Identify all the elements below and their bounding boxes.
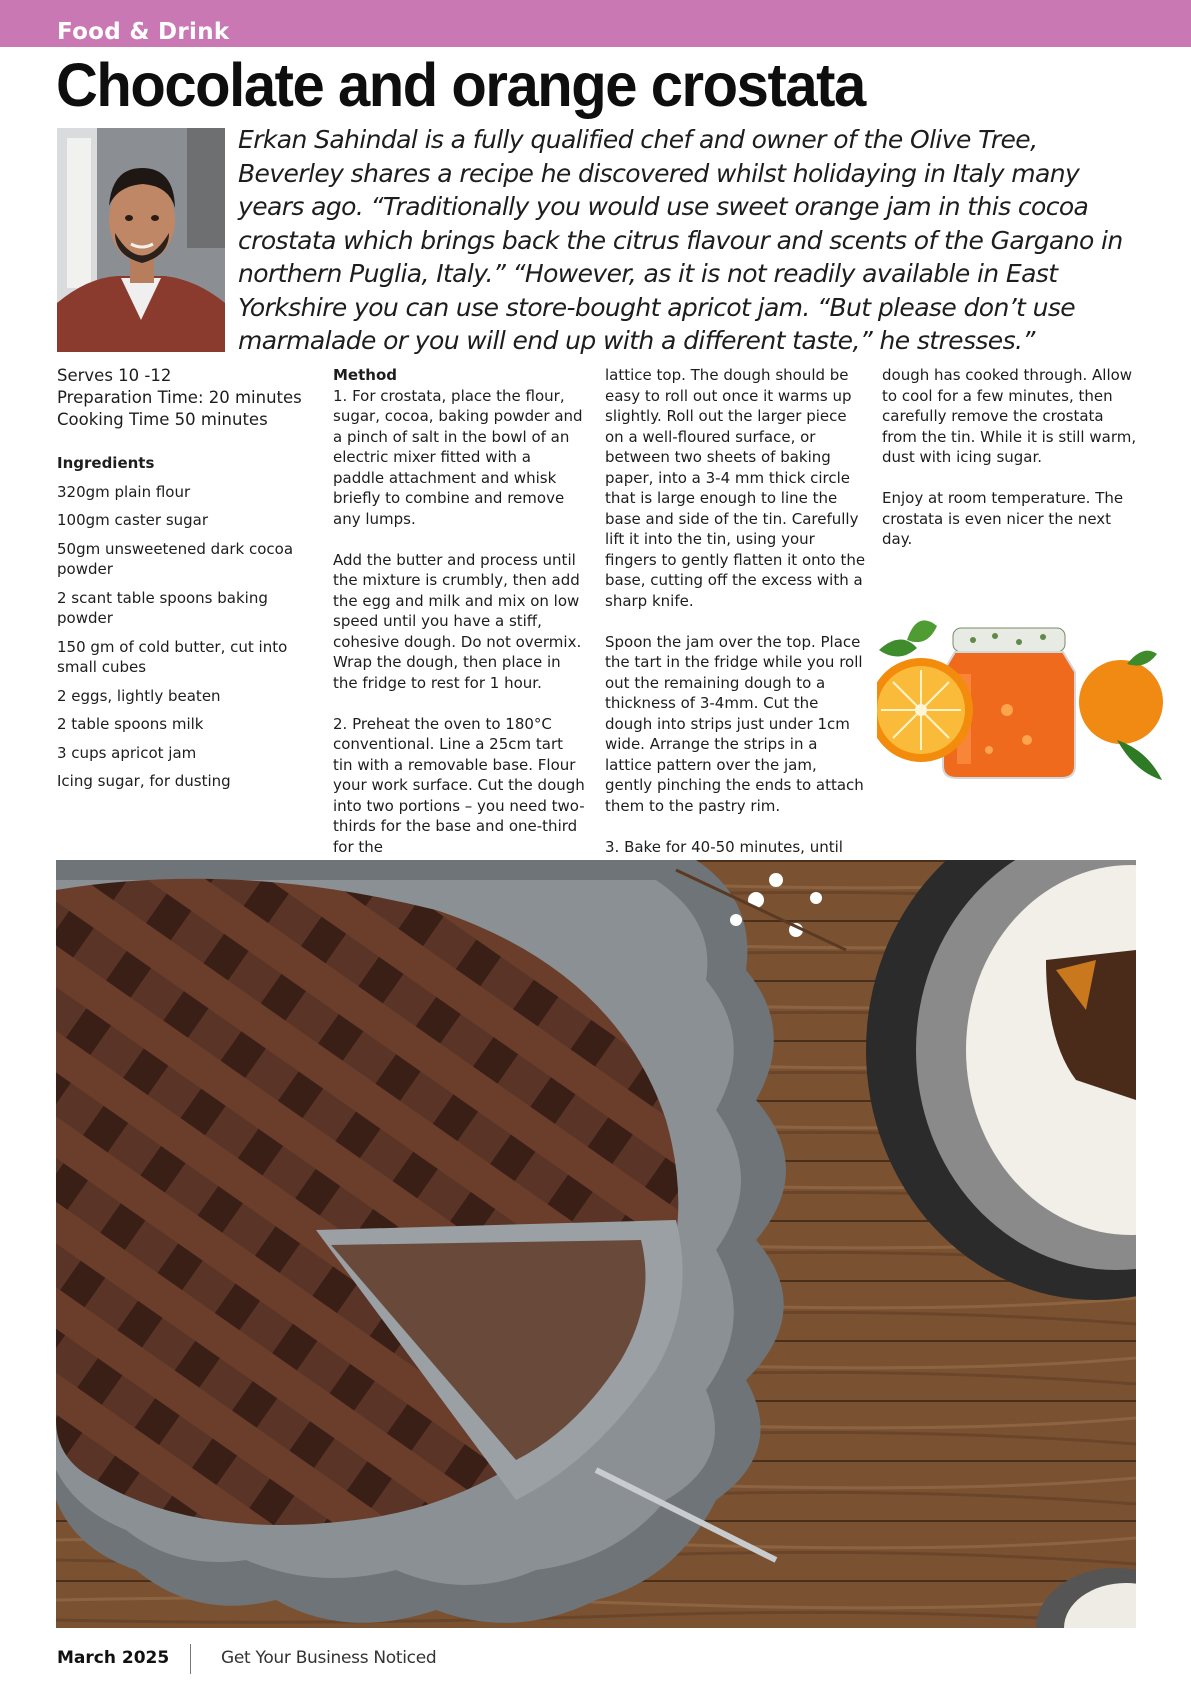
method-step: Add the butter and process until the mixture is crumbly, then add the egg and milk and mix on low speed until you have a stiff, cohesive dough. Do not overmix. Wrap the dough, then place in the fridge to rest for 1 hour. (333, 550, 582, 692)
ingredient-item: 50gm unsweetened dark cocoa powder (57, 539, 294, 578)
method-column-3 (882, 365, 1142, 570)
footer-date: March 2025 (57, 1648, 170, 1668)
prep-time-text: Preparation Time: 20 minutes (57, 388, 302, 407)
ingredients-column (57, 365, 315, 800)
jam-jar-image (877, 590, 1167, 790)
ingredient-item: 150 gm of cold butter, cut into small cubes (57, 637, 288, 676)
section-label: Food & Drink (57, 19, 230, 45)
method-step: lattice top. The dough should be easy to roll out once it warms up slightly. Roll out the larger piece on a well-floured surface, or between two sheets of baking paper, into a 3-4 mm thick circle that is large enough to line the base and side of the tin. Carefully lift it into the tin, using your fingers to gently flatten it onto the base, cutting off the excess with a sharp knife. (605, 366, 866, 610)
method-heading: Method (333, 366, 397, 384)
ingredient-item: 2 table spoons milk (57, 715, 204, 733)
method-step: 2. Preheat the oven to 180°C conventional. Line a 25cm tart tin with a removable base. Flour your work surface. Cut the dough into two portions – you need two-thirds for the base and one-third for the (333, 714, 585, 856)
article-title: Chocolate and orange crostata (56, 51, 865, 119)
method-step: Spoon the jam over the top. Place the tart in the fridge while you roll out the remaining dough to a thickness of 3-4mm. Cut the dough into strips just under 1cm wide. Arrange the strips in a lattice pattern over the jam, gently pinching the ends to attach them to the pastry rim. (605, 632, 864, 815)
ingredient-item: 2 scant table spoons baking powder (57, 588, 268, 627)
footer-tagline: Get Your Business Noticed (221, 1648, 437, 1668)
crostata-photo (56, 860, 1136, 1628)
chef-portrait (57, 128, 225, 352)
serves-text: Serves 10 -12 (57, 366, 172, 385)
ingredient-item: 100gm caster sugar (57, 511, 209, 529)
method-column-1 (333, 365, 585, 878)
method-column-2 (605, 365, 867, 898)
cook-time-text: Cooking Time 50 minutes (57, 410, 268, 429)
ingredient-item: Icing sugar, for dusting (57, 772, 231, 790)
ingredient-item: 3 cups apricot jam (57, 743, 197, 762)
method-step: 3. Bake for 40-50 minutes, until (605, 837, 843, 856)
method-step: dough has cooked through. Allow to cool for a few minutes, then carefully remove the crostata from the tin. While it is still warm, dust with icing sugar. (882, 366, 1137, 466)
method-step: 1. For crostata, place the flour, sugar, cocoa, baking powder and a pinch of salt in the bowl of an electric mixer fitted with a paddle attachment and whisk briefly to combine and remove any lumps. (333, 386, 583, 528)
footer-divider (190, 1644, 191, 1674)
ingredient-item: 2 eggs, lightly beaten (57, 686, 221, 705)
intro-paragraph: Erkan Sahindal is a fully qualified chef and owner of the Olive Tree, Beverley shares a recipe he discovered whilst holidaying in Italy many years ago. “Traditionally you would use sweet orange jam in this cocoa crostata which brings back the citrus flavour and scents of the Gargano in northern Puglia, Italy.” “However, as it is not readily available in East Yorkshire you can use store-bought apricot jam. “But please don’t use marmalade or you will end up with a different taste,” he stresses.” (238, 125, 1123, 355)
ingredient-item: 320gm plain flour (57, 482, 191, 501)
method-step: Enjoy at room temperature. The crostata is even nicer the next day. (882, 489, 1124, 548)
ingredients-heading: Ingredients (57, 454, 155, 472)
